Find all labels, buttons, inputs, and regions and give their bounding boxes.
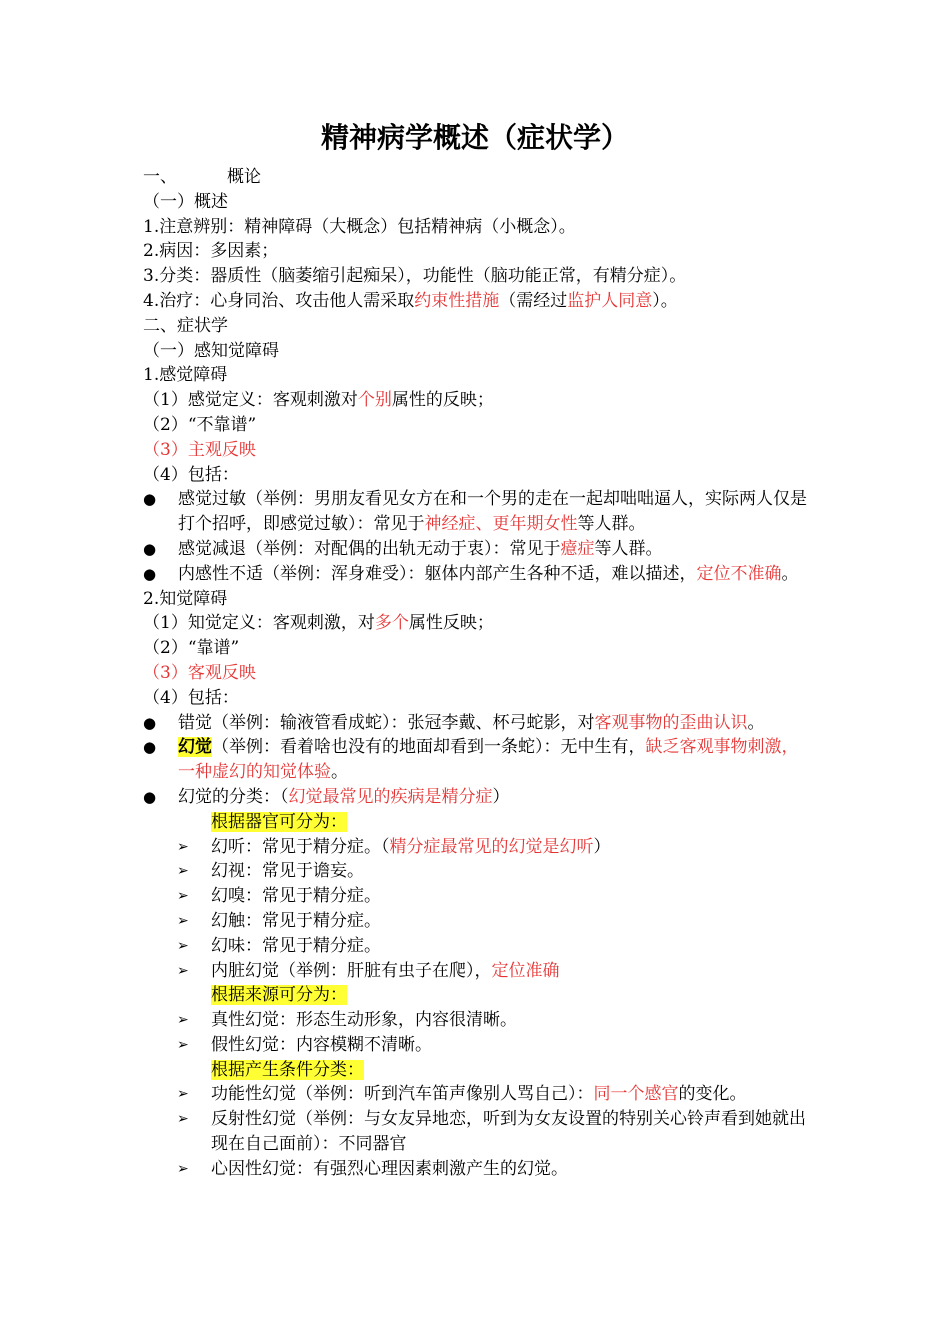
list-item: ➢ 幻味：常见于精分症。 [143,934,815,959]
paragraph: 4.治疗：心身同治、攻击他人需采取约束性措施（需经过监护人同意）。 [143,290,678,311]
arrow-icon: ➢ [177,1012,189,1029]
list-item: ➢ 幻触：常见于精分症。 [143,909,815,934]
paragraph: （3）客观反映 [143,662,256,683]
list-item: ● 内感性不适（举例：浑身难受）：躯体内部产生各种不适，难以描述，定位不准确。 [143,562,815,587]
group-heading: 根据来源可分为： [211,985,347,1006]
subsection-heading: （一）概述 [143,191,228,212]
paragraph: 1.注意辨别：精神障碍（大概念）包括精神病（小概念）。 [143,216,576,237]
arrow-icon: ➢ [177,838,189,855]
list-item: ➢ 心因性幻觉：有强烈心理因素刺激产生的幻觉。 [143,1157,815,1182]
bullet-icon: ● [143,713,157,732]
arrow-icon: ➢ [177,1036,189,1053]
arrow-icon: ➢ [177,1160,189,1177]
list-item: ➢ 假性幻觉：内容模糊不清晰。 [143,1033,815,1058]
arrow-icon: ➢ [177,912,189,929]
section-1-heading: 一、 概论 [143,167,261,187]
bullet-icon: ● [143,539,157,558]
page-title: 精神病学概述（症状学） [320,121,629,154]
group-heading: 根据产生条件分类： [211,1059,364,1080]
paragraph: （1）感觉定义：客观刺激对个别属性的反映； [143,390,494,411]
list-item: ● 感觉减退（举例：对配偶的出轨无动于衷）：常见于癔症等人群。 [143,537,815,562]
arrow-icon: ➢ [177,962,189,979]
bullet-icon: ● [143,787,157,806]
arrow-icon: ➢ [177,888,189,905]
document-body [143,165,815,1182]
list-item: ➢ 幻视：常见于谵妄。 [143,859,815,884]
group-heading: 根据器官可分为： [211,811,347,832]
arrow-icon: ➢ [177,863,189,880]
list-item: ➢ 功能性幻觉（举例：听到汽车笛声像别人骂自己）：同一个感官的变化。 [143,1082,815,1107]
topic-heading: 1.感觉障碍 [143,365,228,386]
arrow-icon: ➢ [177,1086,189,1103]
list-item: ➢ 内脏幻觉（举例：肝脏有虫子在爬），定位准确 [143,959,815,984]
paragraph: （4）包括： [143,687,239,708]
subsection-heading: （一）感知觉障碍 [143,340,279,361]
bullet-icon: ● [143,738,157,757]
bullet-icon: ● [143,490,157,509]
bullet-icon: ● [143,564,157,583]
section-2-heading: 二、症状学 [143,315,228,336]
list-item: ➢ 反射性幻觉（举例：与女友异地恋，听到为女友设置的特别关心铃声看到她就出现在自己面前）：不同器官 [177,1109,806,1155]
list-item: ● 感觉过敏（举例：男朋友看见女方在和一个男的走在一起却咄咄逼人，实际两人仅是打个招呼，即感觉过敏）：常见于神经症、更年期女性等人群。 [143,489,807,535]
paragraph: （4）包括： [143,464,239,485]
list-item: ➢ 幻嗅：常见于精分症。 [143,884,815,909]
list-item: ➢ 幻听：常见于精分症。（精分症最常见的幻觉是幻听） [143,835,815,860]
paragraph: 2.病因：多因素； [143,241,279,262]
topic-heading: 2.知觉障碍 [143,588,228,609]
arrow-icon: ➢ [177,937,189,954]
paragraph: 3.分类：器质性（脑萎缩引起痴呆），功能性（脑功能正常，有精分症）。 [143,266,687,287]
list-item: ● 错觉（举例：输液管看成蛇）：张冠李戴、杯弓蛇影，对客观事物的歪曲认识。 [143,711,815,736]
list-item: ➢ 真性幻觉：形态生动形象，内容很清晰。 [143,1008,815,1033]
paragraph: （1）知觉定义：客观刺激，对多个属性反映； [143,613,494,634]
list-item: ● 幻觉（举例：看着啥也没有的地面却看到一条蛇）：无中生有，缺乏客观事物刺激，一种虚幻的知觉体验。 [143,737,799,783]
paragraph: （2）“不靠谱” [143,414,257,435]
arrow-icon: ➢ [177,1111,189,1128]
list-item: ● 幻觉的分类：（幻觉最常见的疾病是精分症） [143,785,815,810]
paragraph: （2）“靠谱” [143,638,240,659]
paragraph: （3）主观反映 [143,439,256,460]
